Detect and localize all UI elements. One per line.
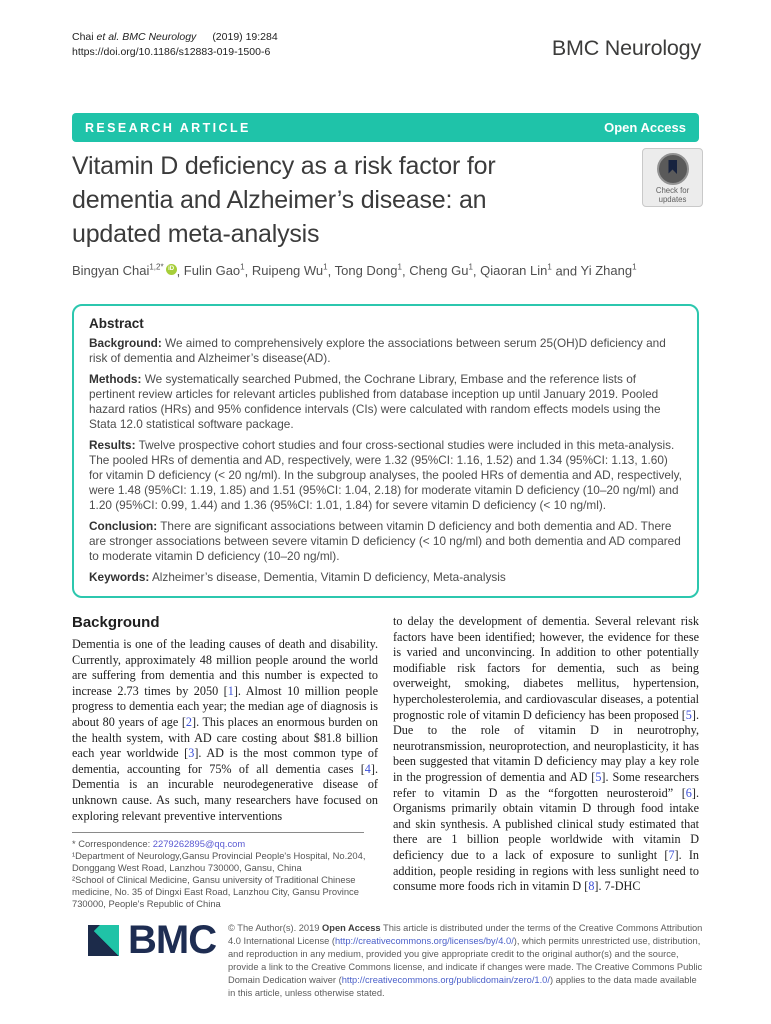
background-paragraph-left: Dementia is one of the leading causes of death and disability. Currently, approximately 48 million people around the world are suffering from dementia and this number is expected to increase 2.73 times by 2050 [1]. Almost 10 million people progress to dementia each year; the median age of diagnosis is about 80 years of age [2]. This places an enormous burden on the health system, with AD care costing about $81.8 billion each year worldwide [3]. AD is the most common type of dementia, accounting for 75% of all dementia cases [4]. Dementia is an incurable neurodegenerative disease of unknown cause. As such, many researchers have focused on exploring relevant preventive interventions — [72, 637, 378, 823]
open-access-label: Open Access — [604, 120, 686, 135]
header-citation-block — [72, 30, 278, 60]
bold-text: Open Access — [322, 923, 381, 933]
citation-link[interactable]: 5 — [595, 769, 602, 784]
author-list: Bingyan Chai$^{1,2*}$ iD , Fulin Gao$^1$, Ruipeng Wu$^1$, Tong Dong$^1$, Cheng Gu$^1$, Qiaoran Lin$^1$ and Yi Zhang$^1$ — [72, 263, 637, 279]
doi-link[interactable]: https://doi.org/10.1186/s12883-019-1500-6 — [72, 46, 271, 58]
author-name: Bingyan Chai$^{1,2*}$ — [72, 263, 164, 279]
background-paragraph-right: to delay the development of dementia. Several relevant risk factors have been identified; however, the evidence for these is varied and unconvincing. In addition to other potentially modifiable risk factors for dementia, such as being overweight, smoking, diabetes mellitus, hypertension, hypercholesterolemia, and cardiovascular diseases, a potential prognostic role of vitamin D deficiency has been proposed [5]. Due to the role of vitamin D in neurotrophy, neurotransmission, neuroprotection, and neuroplasticity, it has been suggested that vitamin D deficiency may play a key role in the progression of dementia and AD [5]. Some researchers refer to vitamin D as the “forgotten neurosteroid” [6]. Organisms primarily obtain vitamin D through food intake and skin synthesis. A published clinical study estimated that there are 1 billion people worldwide with vitamin D deficiency due to a lack of exposure to sunlight [7]. In addition, people residing in regions with less sunlight need to consume more foods rich in vitamin D [8]. 7-DHC — [393, 614, 699, 894]
right-column — [393, 614, 699, 920]
article-type-banner — [72, 113, 699, 142]
footnote-divider — [72, 832, 364, 833]
bmc-logo-icon — [88, 925, 119, 956]
affiliation-2: ²School of Clinical Medicine, Gansu university of Traditional Chinese medicine, No. 35 of Dingxi East Road, Lanzhou City, Gansu Province 730000, People's Republic of China — [72, 874, 359, 910]
abstract-box — [72, 304, 699, 598]
bmc-publisher-logo — [88, 918, 216, 963]
citation-link[interactable]: 6 — [685, 785, 692, 800]
left-column — [72, 614, 378, 920]
url-link[interactable]: http://creativecommons.org/licenses/by/4.0/ — [334, 936, 514, 946]
correspondence-line: * Correspondence: 2279262895@qq.com — [72, 838, 246, 850]
citation-line: Chai et al. BMC Neurology (2019) 19:284 — [72, 31, 278, 43]
citation-link[interactable]: 4 — [364, 761, 371, 776]
author-name: Ruipeng Wu$^1$ — [251, 263, 328, 279]
abstract-results: Results: Twelve prospective cohort studies and four cross-sectional studies were included in this meta-analysis. The pooled HRs of dementia and AD, respectively, were 1.32 (95%CI: 1.16, 1.52) and 1.34 (95%CI: 1.13, 1.60) for vitamin D deficiency (< 20 ng/ml). In the subgroup analyses, the pooled HRs of dementia and AD, respectively, were 1.48 (95%CI: 1.19, 1.85) and 1.51 (95%CI: 1.04, 2.18) for moderate vitamin D deficiency (10–20 ng/ml) and 1.20 (95%CI: 0.99, 1.44) and 1.36 (95%CI: 1.01, 1.84) for severe vitamin D deficiency (< 10 ng/ml). — [89, 438, 682, 512]
citation-link[interactable]: 7 — [668, 847, 675, 862]
article-type-label: RESEARCH ARTICLE — [85, 120, 251, 135]
body-columns — [72, 614, 699, 920]
author-name: Yi Zhang$^1$ — [580, 263, 637, 279]
affiliation-1: ¹Department of Neurology,Gansu Provincial People's Hospital, No.204, Donggang West Road, Lanzhou 730000, Gansu, China — [72, 850, 366, 874]
article-title: Vitamin D deficiency as a risk factor for dementia and Alzheimer’s disease: an updated meta-analysis — [72, 152, 496, 248]
citation-link[interactable]: 8 — [588, 879, 595, 894]
background-heading: Background — [72, 614, 160, 631]
abstract-keywords: Keywords: Alzheimer’s disease, Dementia, Vitamin D deficiency, Meta-analysis — [89, 570, 506, 584]
abstract-conclusion: Conclusion: There are significant associations between vitamin D deficiency and both dementia and AD. There are stronger associations between severe vitamin D deficiency (< 10 ng/ml) and both dementia and AD compared to moderate vitamin D deficiency (10–20 ng/ml). — [89, 519, 681, 563]
author-name: Cheng Gu$^1$ — [409, 263, 473, 279]
crossmark-icon — [657, 153, 689, 185]
url-link[interactable]: http://creativecommons.org/publicdomain/zero/1.0/ — [341, 975, 550, 985]
footnotes — [72, 838, 378, 910]
abstract-heading: Abstract — [89, 316, 144, 331]
email-link[interactable]: 2279262895@qq.com — [152, 838, 246, 850]
abstract-background: Background: We aimed to comprehensively explore the associations between serum 25(OH)D deficiency and risk of dementia and Alzheimer’s disease(AD). — [89, 336, 666, 365]
citation-link[interactable]: 5 — [685, 707, 692, 722]
abstract-methods: Methods: We systematically searched Pubmed, the Cochrane Library, Embase and the reference lists of pertinent review articles for relevant articles published from database inception up until January 2019. Pooled hazard ratios (HRs) and 95% confidence intervals (CIs) were calculated with random effects models using the Stata 12.0 statistical software package. — [89, 372, 661, 431]
bmc-logo-text: BMC — [128, 918, 217, 962]
citation-link[interactable]: 3 — [188, 746, 195, 761]
citation-link[interactable]: 2 — [185, 714, 193, 729]
bookmark-icon — [668, 160, 677, 174]
check-for-updates-badge[interactable] — [642, 148, 703, 207]
citation-link[interactable]: 1 — [227, 683, 234, 698]
badge-text: Check for updates — [655, 186, 690, 204]
author-name: Qiaoran Lin$^1$ — [480, 263, 552, 279]
orcid-icon[interactable]: iD — [166, 264, 177, 275]
journal-logo: BMC Neurology — [551, 36, 701, 60]
author-name: Tong Dong$^1$ — [334, 263, 402, 279]
author-name: Fulin Gao$^1$ — [183, 263, 245, 279]
copyright-notice: © The Author(s). 2019 Open Access This article is distributed under the terms of the Creative Commons Attribution 4.0 International License (http://creativecommons.org/licenses/by/4.0/), which permits unrestricted use, distribution, and reproduction in any medium, provided you give appropriate credit to the original author(s) and the source, provide a link to the Creative Commons license, and indicate if changes were made. The Creative Commons Public Domain Dedication waiver (http://creativecommons.org/publicdomain/zero/1.0/) applies to the data made available in this article, unless otherwise stated. — [228, 923, 703, 998]
